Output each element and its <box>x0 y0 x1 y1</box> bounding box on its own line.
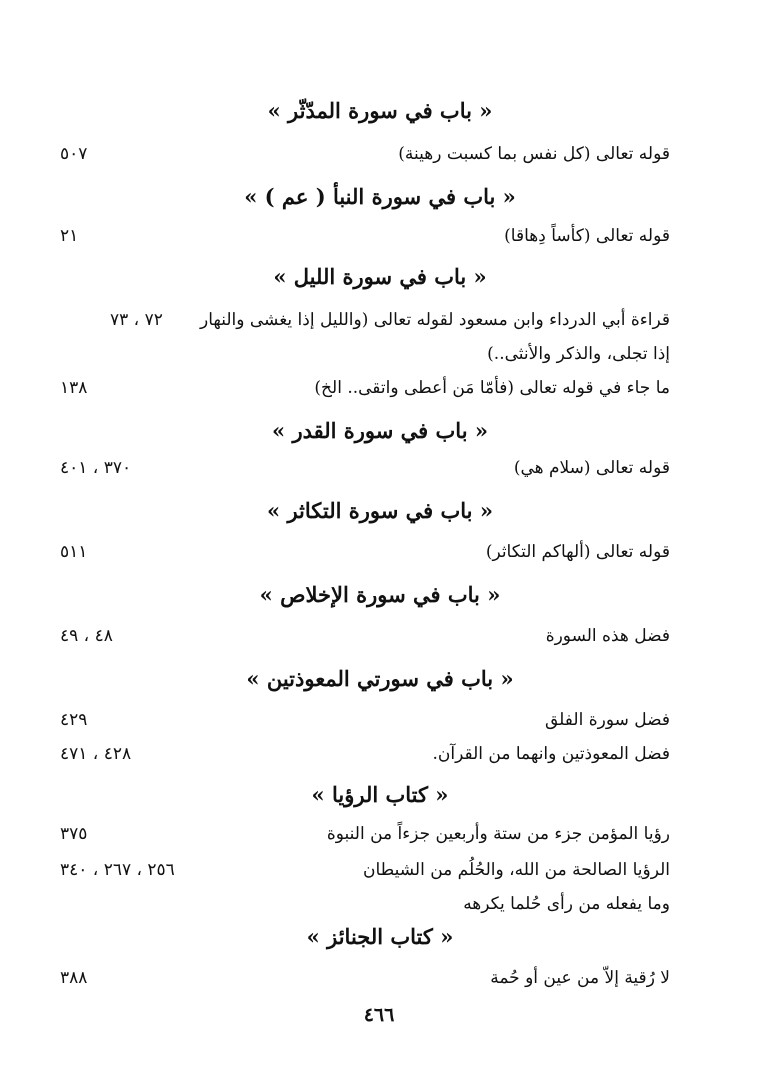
index-entry-pages: ٤٨ ، ٤٩ <box>60 626 113 646</box>
index-entry-text: قوله تعالى (ألهاكم التكاثر) <box>485 542 670 562</box>
index-entry-pages: ٣٨٨ <box>60 968 88 988</box>
index-entry-text: قوله تعالى (كل نفس بما كسبت رهينة) <box>398 144 670 164</box>
section-heading-muddaththir: « باب في سورة المدّثّر » <box>267 98 493 123</box>
page-number: ٤٦٦ <box>363 1004 395 1026</box>
index-entry-text: لا رُقية إلاّ من عين أو حُمة <box>490 968 670 988</box>
section-heading-qadr: « باب في سورة القدر » <box>272 418 488 443</box>
index-entry-text: قوله تعالى (كأساً دِهاقا) <box>504 226 670 246</box>
section-heading-ikhlas: « باب في سورة الإخلاص » <box>259 582 501 607</box>
index-entry-pages: ٣٧٥ <box>60 824 88 844</box>
index-entry-text: فضل سورة الفلق <box>544 710 670 730</box>
section-heading-muawwidhatayn: « باب في سورتي المعوذتين » <box>246 666 514 691</box>
index-entry-text: ما جاء في قوله تعالى (فأمّا مَن أعطى واتقى.. الخ) <box>314 378 670 398</box>
index-entry-pages: ٤٢٩ <box>60 710 88 730</box>
index-entry-pages: ٥١١ <box>60 542 88 562</box>
index-entry-text: قوله تعالى (سلام هي) <box>513 458 670 478</box>
index-entry-continuation: وما يفعله من رأى حُلما يكرهه <box>463 894 670 914</box>
index-entry-pages: ٧٢ ، ٧٣ <box>110 310 163 330</box>
index-entry-continuation: إذا تجلى، والذكر والأنثى..) <box>487 344 670 364</box>
section-heading-janaiz: « كتاب الجنائز » <box>306 924 454 949</box>
section-heading-layl: « باب في سورة الليل » <box>273 264 487 289</box>
index-entry-pages: ٤٢٨ ، ٤٧١ <box>60 744 132 764</box>
index-entry-text: فضل هذه السورة <box>545 626 670 646</box>
section-heading-ruya: « كتاب الرؤيا » <box>311 782 449 807</box>
index-entry-text: فضل المعوذتين وانهما من القرآن. <box>432 744 670 764</box>
index-entry-pages: ٣٧٠ ، ٤٠١ <box>60 458 132 478</box>
index-entry-pages: ٢٥٦ ، ٢٦٧ ، ٣٤٠ <box>60 860 175 880</box>
index-entry-text: رؤيا المؤمن جزء من ستة وأربعين جزءاً من النبوة <box>326 824 670 844</box>
index-entry-pages: ٥٠٧ <box>60 144 88 164</box>
index-entry-pages: ٢١ <box>60 226 79 246</box>
index-entry-pages: ١٣٨ <box>60 378 88 398</box>
index-entry-text: الرؤيا الصالحة من الله، والحُلُم من الشيطان <box>363 860 670 880</box>
section-heading-naba: « باب في سورة النبأ ( عم ) » <box>244 184 516 209</box>
index-entry-text: قراءة أبي الدرداء وابن مسعود لقوله تعالى (والليل إذا يغشى والنهار <box>200 310 670 330</box>
section-heading-takathur: « باب في سورة التكاثر » <box>267 498 493 523</box>
